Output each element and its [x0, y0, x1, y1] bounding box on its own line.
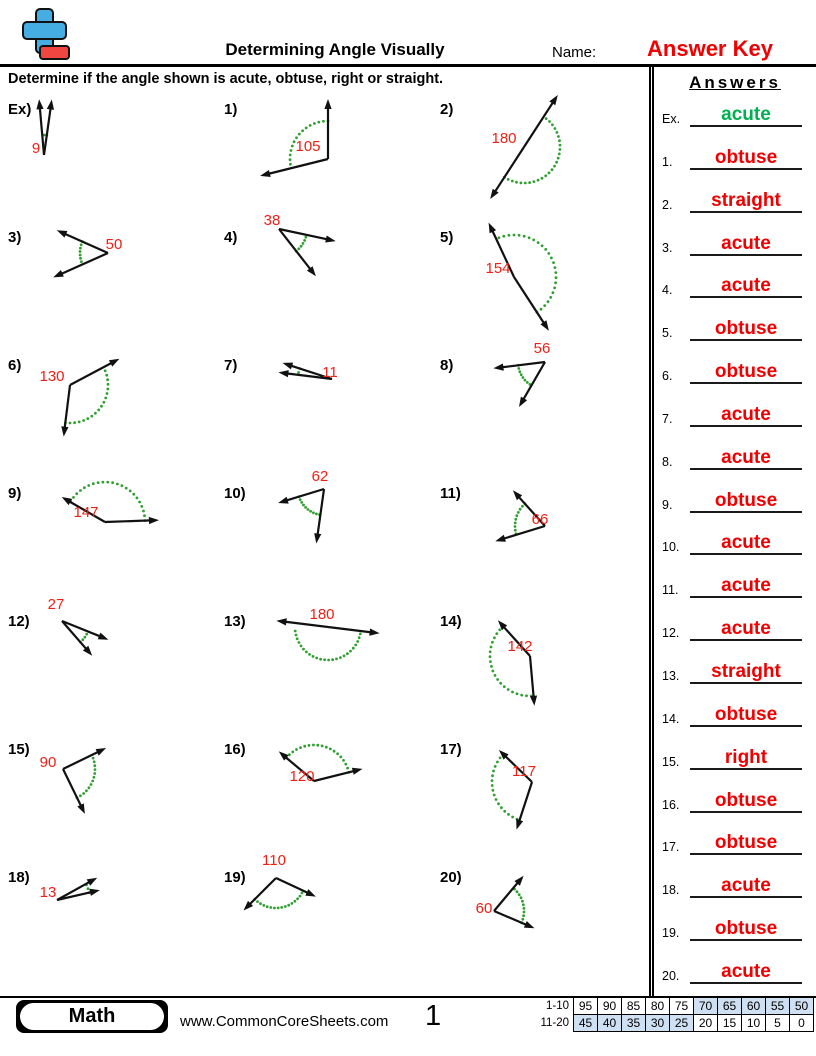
answer-text: obtuse: [714, 318, 778, 340]
answer-text: obtuse: [714, 146, 778, 168]
problem-cell: [0, 349, 216, 477]
answer-number: 4.: [662, 283, 673, 298]
problem-cell: [0, 733, 216, 861]
answer-row: [662, 662, 806, 684]
problem-cell: [432, 93, 648, 221]
angle-degree-label: 142: [507, 638, 533, 655]
answer-row: [662, 619, 806, 641]
problem-number: 14): [440, 613, 462, 630]
angle-figure: [0, 93, 216, 221]
answer-line: [690, 705, 802, 727]
angle-degree-label: 66: [531, 511, 549, 528]
grade-cell: 95: [574, 998, 598, 1015]
grade-cell: 80: [646, 998, 670, 1015]
angle-figure: [0, 477, 216, 605]
answer-number: 16.: [662, 797, 680, 812]
answer-row: [662, 791, 806, 813]
angle-degree-label: 9: [31, 140, 41, 157]
grade-table-row: [532, 998, 814, 1015]
problem-cell: [216, 93, 432, 221]
answer-text: straight: [711, 189, 781, 211]
angle-figure: [216, 468, 432, 605]
math-badge: [16, 1000, 168, 1033]
answer-text: acute: [721, 532, 771, 554]
problem-cell: [0, 221, 216, 349]
angle-figure: [432, 733, 648, 861]
answer-number: 3.: [662, 240, 673, 255]
answer-number: 9.: [662, 497, 673, 512]
problem-number: 20): [440, 869, 462, 886]
grade-cell: 70: [694, 998, 718, 1015]
angle-figure: [216, 605, 432, 733]
answer-line: [690, 405, 802, 427]
problems-grid: [0, 93, 649, 989]
problem-cell: [432, 733, 648, 861]
answer-number: Ex.: [662, 112, 681, 126]
answer-text: right: [724, 746, 768, 768]
problem-number: 7): [224, 357, 238, 374]
answer-number: 5.: [662, 326, 673, 341]
answer-text: acute: [721, 875, 771, 897]
angle-figure: [432, 861, 648, 989]
angle-figure: [0, 733, 216, 861]
grade-cell: 25: [670, 1015, 694, 1032]
answer-text: acute: [721, 960, 771, 982]
grade-row-label: 1-10: [545, 1000, 569, 1012]
name-label: Name:: [552, 44, 597, 61]
math-badge-label: Math: [20, 1003, 164, 1030]
answer-number: 17.: [662, 840, 680, 855]
problem-number: 9): [8, 485, 22, 502]
answer-row: [662, 362, 806, 384]
angle-degree-label: 56: [533, 340, 551, 357]
angle-degree-label: 13: [39, 884, 57, 901]
grade-cell: 30: [646, 1015, 670, 1032]
website-text: www.CommonCoreSheets.com: [180, 1013, 389, 1030]
problem-number: 6): [8, 357, 22, 374]
instruction-text: Determine if the angle shown is acute, obtuse, right or straight.: [8, 71, 444, 87]
answer-number: 12.: [662, 626, 680, 641]
answer-line: [690, 105, 802, 127]
answer-row: [662, 319, 806, 341]
grade-cell: 60: [742, 998, 766, 1015]
problem-number: 8): [440, 357, 454, 374]
problem-number: 2): [440, 101, 454, 118]
answer-line: [690, 191, 802, 213]
problem-cell: [0, 596, 216, 733]
page-title: Determining Angle Visually: [225, 40, 445, 59]
problem-number: 16): [224, 741, 246, 758]
answer-text: obtuse: [714, 789, 778, 811]
answer-number: 15.: [662, 754, 680, 769]
angle-figure: [432, 93, 648, 221]
grade-cell: 55: [766, 998, 790, 1015]
answer-line: [690, 876, 802, 898]
answer-row: [662, 276, 806, 298]
grade-cell: 10: [742, 1015, 766, 1032]
angle-degree-label: 105: [295, 138, 321, 155]
problem-cell: [432, 340, 648, 477]
answer-text: acute: [721, 403, 771, 425]
problem-cell: [432, 861, 648, 989]
answer-line: [690, 319, 802, 341]
problem-cell: [216, 605, 432, 733]
problem-cell: [0, 861, 216, 989]
answer-text: obtuse: [714, 361, 778, 383]
problem-cell: [216, 852, 432, 989]
angle-degree-label: 180: [309, 606, 335, 623]
problem-cell: [216, 733, 432, 861]
angle-degree-label: 60: [475, 900, 493, 917]
angle-degree-label: 154: [485, 260, 511, 277]
problem-number: 19): [224, 869, 246, 886]
answer-line: [690, 276, 802, 298]
header: [0, 0, 816, 66]
answer-line: [690, 362, 802, 384]
problem-cell: [216, 212, 432, 349]
angle-figure: [432, 340, 648, 477]
answer-row: [662, 876, 806, 898]
answer-row: [662, 191, 806, 213]
answer-number: 1.: [662, 154, 673, 169]
answer-line: [690, 662, 802, 684]
problem-number: 13): [224, 613, 246, 630]
answer-number: 20.: [662, 968, 680, 983]
grade-table-row: [532, 1015, 814, 1032]
answer-line: [690, 748, 802, 770]
footer: [0, 996, 816, 1036]
answer-text: acute: [721, 104, 771, 125]
angle-degree-label: 130: [39, 368, 65, 385]
answer-line: [690, 491, 802, 513]
grade-cell: 65: [718, 998, 742, 1015]
page-number: 1: [425, 1000, 442, 1032]
logo-plus-horizontal: [22, 21, 67, 40]
grade-cell: 90: [598, 998, 622, 1015]
angle-degree-label: 90: [39, 754, 57, 771]
answer-number: 14.: [662, 711, 680, 726]
answer-row: [662, 833, 806, 855]
answer-row: [662, 576, 806, 598]
answers-header: Answers: [689, 73, 781, 92]
answer-row: [662, 491, 806, 513]
problem-number: 4): [224, 229, 238, 246]
grade-cell: 45: [574, 1015, 598, 1032]
answer-line: [690, 533, 802, 555]
answer-text: obtuse: [714, 918, 778, 940]
answer-number: 13.: [662, 668, 680, 683]
angle-figure: [0, 221, 216, 349]
grade-row-label: 11-20: [540, 1017, 569, 1029]
answers-list: [654, 97, 816, 996]
answer-text: obtuse: [714, 489, 778, 511]
main-area: [0, 67, 816, 996]
problem-number: 3): [8, 229, 22, 246]
answer-text: obtuse: [714, 703, 778, 725]
answer-text: acute: [721, 232, 771, 254]
answer-number: 7.: [662, 411, 673, 426]
answer-line: [690, 962, 802, 984]
problem-cell: [216, 468, 432, 605]
angle-figure: [216, 349, 432, 477]
problem-number: 17): [440, 741, 462, 758]
answer-text: acute: [721, 618, 771, 640]
grade-cell: 50: [790, 998, 814, 1015]
angle-degree-label: 147: [73, 504, 99, 521]
angle-figure: [216, 852, 432, 989]
angle-figure: [432, 221, 648, 349]
angle-degree-label: 50: [105, 236, 123, 253]
angle-figure: [216, 93, 432, 221]
answer-line: [690, 833, 802, 855]
logo-minus-bar: [39, 45, 70, 60]
answer-number: 19.: [662, 926, 680, 941]
answer-row: [662, 234, 806, 256]
answer-line: [690, 576, 802, 598]
angle-figure: [432, 605, 648, 733]
angle-figure: [0, 596, 216, 733]
problem-number: 5): [440, 229, 454, 246]
problem-number: 1): [224, 101, 238, 118]
answer-number: 18.: [662, 883, 680, 898]
angle-degree-label: 11: [322, 364, 338, 381]
answer-text: obtuse: [714, 832, 778, 854]
angle-degree-label: 120: [289, 768, 315, 785]
grade-table: [532, 997, 814, 1032]
problems-area: [0, 67, 649, 996]
answer-row: [662, 919, 806, 941]
grade-cell: 0: [790, 1015, 814, 1032]
answer-number: 10.: [662, 540, 680, 555]
answer-number: 8.: [662, 454, 673, 469]
answer-text: acute: [721, 275, 771, 297]
angle-degree-label: 180: [491, 130, 517, 147]
answer-line: [690, 791, 802, 813]
problem-number: 18): [8, 869, 30, 886]
problem-cell: [432, 221, 648, 349]
angle-figure: [216, 733, 432, 861]
plus-minus-logo-icon: [22, 8, 70, 62]
answers-column: [649, 67, 816, 996]
answer-line: [690, 619, 802, 641]
grade-cell: 40: [598, 1015, 622, 1032]
answer-row: [662, 448, 806, 470]
angle-figure: [0, 861, 216, 989]
answer-text: straight: [711, 660, 781, 682]
angle-figure: [432, 477, 648, 605]
answer-row: [662, 148, 806, 170]
angle-degree-label: 38: [263, 212, 281, 229]
answer-line: [690, 448, 802, 470]
grade-cell: 20: [694, 1015, 718, 1032]
answer-row: [662, 705, 806, 727]
problem-number: 12): [8, 613, 30, 630]
problem-cell: [432, 605, 648, 733]
answer-text: acute: [721, 446, 771, 468]
answer-key-label: Answer Key: [647, 36, 773, 61]
problem-cell: [432, 477, 648, 605]
angle-degree-label: 117: [512, 763, 536, 780]
grade-cell: 85: [622, 998, 646, 1015]
answer-line: [690, 234, 802, 256]
problem-cell: [0, 93, 216, 221]
grade-cell: 75: [670, 998, 694, 1015]
grade-cell: 15: [718, 1015, 742, 1032]
problem-number: Ex): [8, 101, 32, 118]
angle-degree-label: 62: [311, 468, 329, 485]
angle-figure: [0, 349, 216, 477]
answer-number: 6.: [662, 369, 673, 384]
problem-cell: [216, 349, 432, 477]
answer-text: acute: [721, 575, 771, 597]
problem-cell: [0, 477, 216, 605]
answer-row: [662, 748, 806, 770]
problem-number: 10): [224, 485, 246, 502]
problem-number: 15): [8, 741, 30, 758]
problem-number: 11): [440, 485, 461, 502]
answer-row: [662, 533, 806, 555]
answer-number: 2.: [662, 197, 673, 212]
answer-line: [690, 919, 802, 941]
answer-row: [662, 405, 806, 427]
grade-cell: 35: [622, 1015, 646, 1032]
angle-degree-label: 27: [47, 596, 65, 613]
angle-degree-label: 110: [262, 852, 286, 869]
angle-figure: [216, 212, 432, 349]
answer-row: [662, 105, 806, 127]
answer-line: [690, 148, 802, 170]
grade-cell: 5: [766, 1015, 790, 1032]
answer-number: 11.: [662, 583, 679, 598]
answer-row: [662, 962, 806, 984]
